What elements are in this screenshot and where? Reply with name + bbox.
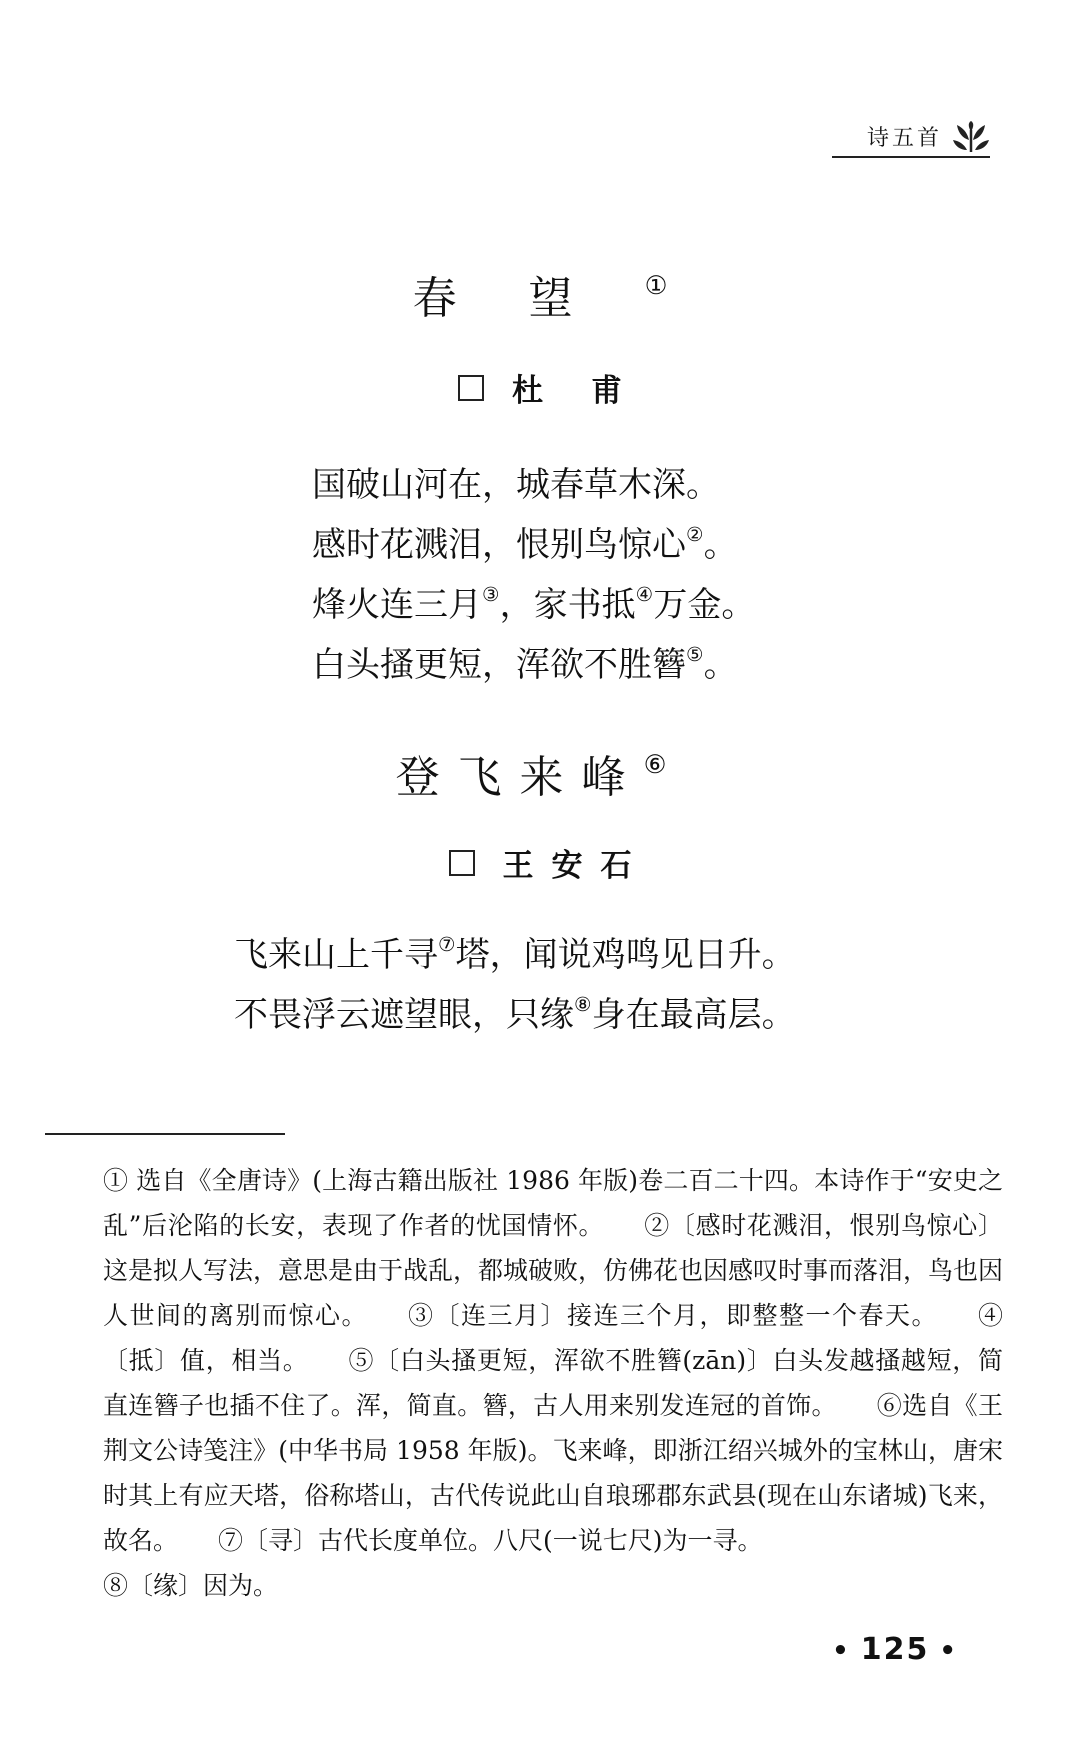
poem-body: [312, 455, 755, 695]
footnotes: [103, 1158, 1003, 1608]
poem-author: [0, 365, 1080, 410]
footnote-item: ⑧〔缘〕因为。: [103, 1571, 279, 1600]
poem-body: [234, 925, 796, 1045]
author-name: 王安石: [502, 848, 650, 884]
poem-line-text: 。: [703, 525, 738, 565]
running-header-title: 诗五首: [866, 126, 942, 151]
page-number-value: 125: [860, 1632, 930, 1667]
author-box-icon: [449, 850, 475, 876]
footnote-ref: ⑤: [686, 643, 704, 667]
poem-line-text: 烽火连三月: [312, 585, 482, 625]
poem-title-text: 春望: [412, 273, 645, 324]
footnotes-paragraph: [103, 1563, 1003, 1608]
poem-line: [234, 985, 796, 1045]
running-header: [832, 118, 990, 158]
poem-line-text: 感时花溅泪，恨别鸟惊心: [312, 525, 686, 565]
footnote-ref: ①: [644, 270, 740, 301]
poem-author: [0, 840, 1080, 885]
poem-title: [0, 751, 1080, 805]
poem-title-text: 登飞来峰: [395, 752, 644, 803]
footnotes-paragraph: [103, 1158, 1003, 1563]
footnote-item: ① 选自《全唐诗》(上海古籍出版社 1986 年版)卷二百二十四。本诗作于“安史之乱”后沦陷的长安，表现了作者的忧国情怀。: [103, 1166, 1003, 1240]
footnote-item: ②〔感时花溅泪，恨别鸟惊心〕这是拟人写法，意思是由于战乱，都城破败，仿佛花也因感叹时事而落泪，鸟也因人世间的离别而惊心。: [103, 1211, 1004, 1330]
footnote-divider: [45, 1133, 285, 1135]
footnote-ref: ③: [482, 583, 500, 607]
footnote-ref: ②: [686, 523, 704, 547]
footnote-item: ④〔抵〕值，相当。: [103, 1301, 1003, 1375]
poem-line-text: 国破山河在，城春草木深。: [312, 465, 720, 505]
page-number: • 125 •: [832, 1632, 958, 1667]
poem-line-text: 塔，闻说鸡鸣见日升。: [455, 935, 796, 975]
poem-title: [0, 272, 1080, 326]
poem-line-text: 。: [703, 645, 738, 685]
author-box-icon: [458, 375, 484, 401]
footnote-ref: ⑧: [574, 993, 592, 1017]
poem-line-text: 白头搔更短，浑欲不胜簪: [312, 645, 686, 685]
author-name: 杜甫: [512, 373, 670, 409]
poem-line-text: ，家书抵: [499, 585, 636, 625]
footnote-ref: ⑥: [643, 749, 685, 780]
poem-line: [312, 635, 755, 695]
footnote-item: ③〔连三月〕接连三个月，即整整一个春天。: [408, 1301, 938, 1330]
poem-line: [312, 455, 755, 515]
footnote-item: ⑥选自《王荆文公诗笺注》(中华书局 1958 年版)。飞来峰，即浙江绍兴城外的宝林山，唐宋时其上有应天塔，俗称塔山，古代传说此山自琅琊郡东武县(现在山东诸城)飞来，故名。: [103, 1391, 1003, 1555]
poem-line: [312, 575, 755, 635]
poem-line-text: 飞来山上千寻: [234, 935, 438, 975]
poem-line-text: 身在最高层。: [591, 995, 796, 1035]
poem-line-text: 不畏浮云遮望眼，只缘: [234, 995, 574, 1035]
poem-line: [234, 925, 796, 985]
leaf-sprout-icon: [952, 120, 990, 154]
footnote-ref: ④: [635, 583, 654, 607]
poem-line-text: 万金。: [653, 585, 756, 625]
footnote-item: ⑤〔白头搔更短，浑欲不胜簪(zān)〕白头发越搔越短，简直连簪子也插不住了。浑，简直。簪，古人用来别发连冠的首饰。: [103, 1346, 1003, 1420]
footnote-item: ⑦〔寻〕古代长度单位。八尺(一说七尺)为一寻。: [218, 1526, 763, 1555]
poem-line: [312, 515, 755, 575]
footnote-ref: ⑦: [438, 933, 456, 957]
